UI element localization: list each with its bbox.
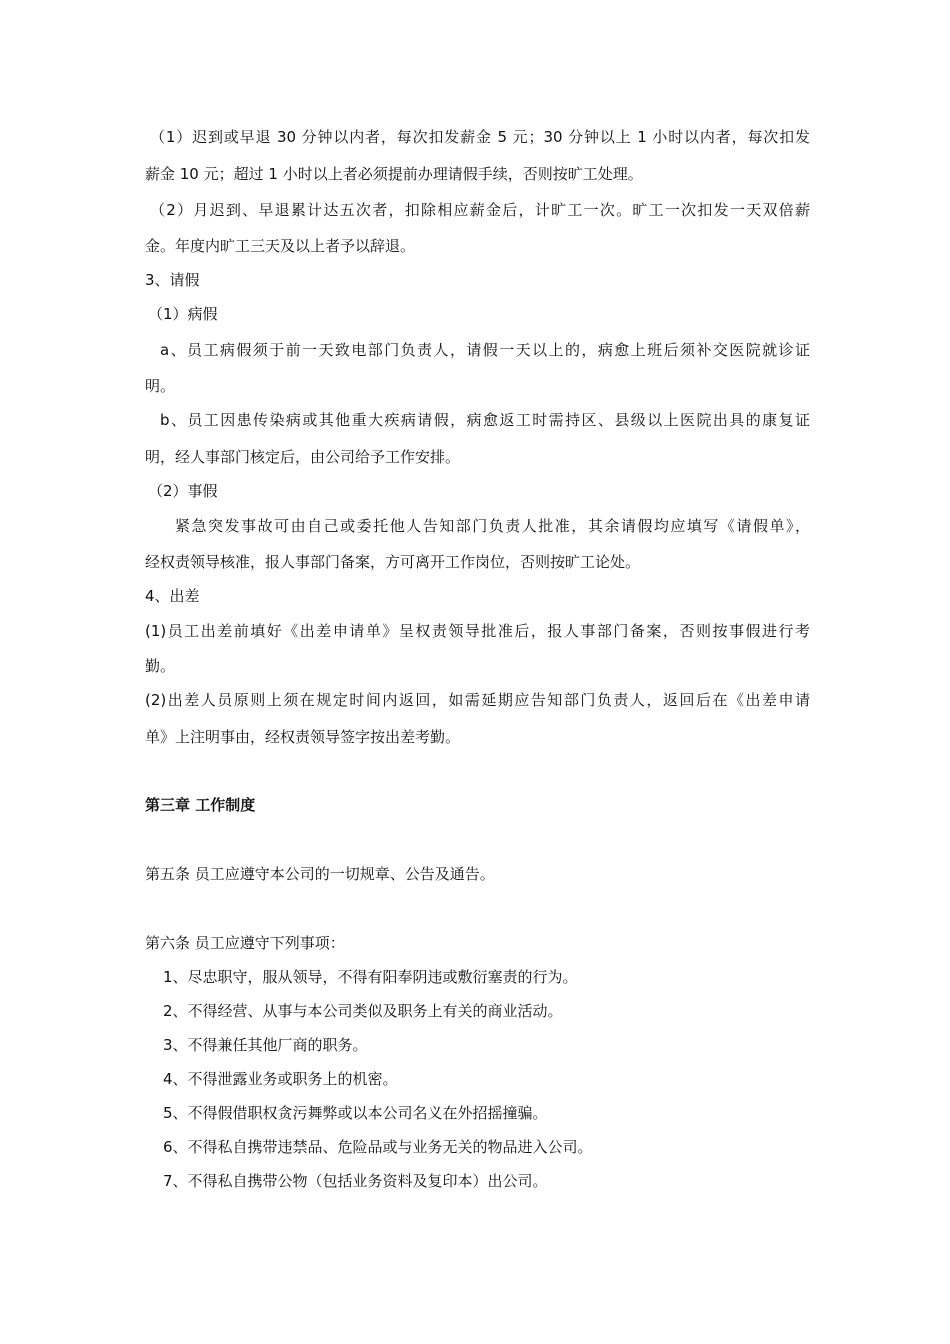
list-item: 2、不得经营、从事与本公司类似及职务上有关的商业活动。 xyxy=(163,1002,563,1020)
paragraph-line: 薪金 10 元；超过 1 小时以上者必须提前办理请假手续，否则按旷工处理。 xyxy=(145,165,643,183)
list-item: 6、不得私自携带违禁品、危险品或与业务无关的物品进入公司。 xyxy=(163,1138,593,1156)
paragraph-line: 经权责领导核准，报人事部门备案，方可离开工作岗位，否则按旷工论处。 xyxy=(145,553,641,571)
section-heading: 3、请假 xyxy=(145,271,200,289)
paragraph-line: b、员工因患传染病或其他重大疾病请假，病愈返工时需持区、县级以上医院出具的康复证 xyxy=(160,411,810,429)
paragraph-line: (1)员工出差前填好《出差申请单》呈权责领导批准后，报人事部门备案，否则按事假进行考 xyxy=(145,622,810,640)
chapter-heading: 第三章 工作制度 xyxy=(145,796,256,814)
paragraph-line: 明，经人事部门核定后，由公司给予工作安排。 xyxy=(145,448,461,466)
paragraph-line: 勤。 xyxy=(145,657,176,675)
paragraph-line: （2）月迟到、早退累计达五次者，扣除相应薪金后，计旷工一次。旷工一次扣发一天双倍薪 xyxy=(150,201,810,219)
list-item: 1、尽忠职守，服从领导，不得有阳奉阴违或敷衍塞责的行为。 xyxy=(163,968,578,986)
paragraph-line: 紧急突发事故可由自己或委托他人告知部门负责人批准，其余请假均应填写《请假单》， xyxy=(175,517,810,535)
subsection-heading: （2）事假 xyxy=(148,482,218,500)
article-line: 第五条 员工应遵守本公司的一切规章、公告及通告。 xyxy=(145,865,495,883)
article-line: 第六条 员工应遵守下列事项： xyxy=(145,934,345,952)
subsection-heading: （1）病假 xyxy=(148,305,218,323)
list-item: 4、不得泄露业务或职务上的机密。 xyxy=(163,1070,398,1088)
section-heading: 4、出差 xyxy=(145,587,200,605)
paragraph-line: 单》上注明事由，经权责领导签字按出差考勤。 xyxy=(145,728,461,746)
list-item: 3、不得兼任其他厂商的职务。 xyxy=(163,1036,368,1054)
list-item: 5、不得假借职权贪污舞弊或以本公司名义在外招摇撞骗。 xyxy=(163,1104,548,1122)
paragraph-line: （1）迟到或早退 30 分钟以内者，每次扣发薪金 5 元；30 分钟以上 1 小时以内者，每次扣发 xyxy=(150,128,810,146)
paragraph-line: a、员工病假须于前一天致电部门负责人，请假一天以上的，病愈上班后须补交医院就诊证 xyxy=(160,341,810,359)
paragraph-line: 金。年度内旷工三天及以上者予以辞退。 xyxy=(145,237,416,255)
list-item: 7、不得私自携带公物（包括业务资料及复印本）出公司。 xyxy=(163,1172,548,1190)
paragraph-line: (2)出差人员原则上须在规定时间内返回，如需延期应告知部门负责人，返回后在《出差申请 xyxy=(145,691,810,709)
paragraph-line: 明。 xyxy=(145,377,176,395)
